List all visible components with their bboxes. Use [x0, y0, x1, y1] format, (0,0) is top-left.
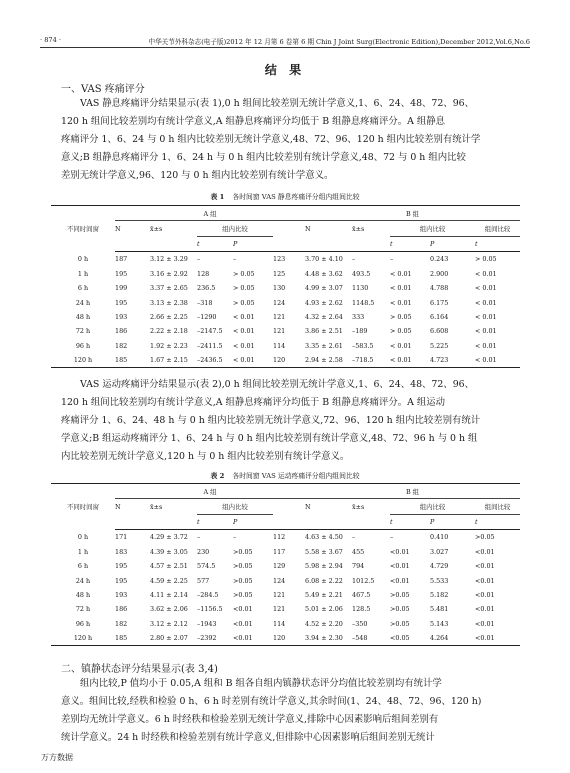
- cell-b-p: –: [390, 533, 394, 542]
- cell-b-mean: 3.86 ± 2.51: [305, 327, 343, 336]
- table2-col-p-a: P: [233, 514, 273, 529]
- cell-b-t: –548: [352, 631, 390, 646]
- text-line: 疼痛评分 1、6、24、48 h 与 0 h 组内比较差别无统计学意义,72、96、120 h 组内比较差别有统计: [61, 415, 481, 426]
- cell-b-t: –: [352, 533, 356, 542]
- cell-a-p: < 0.01: [233, 353, 273, 368]
- text-line: 组内比较,P 值均小于 0.05,A 组和 B 组各自组内镇静状态评分均值比较差别均有统计学: [80, 678, 442, 689]
- cell-c-p: < 0.01: [475, 269, 497, 278]
- cell-a-n: 171: [115, 533, 128, 542]
- cell-b-p: <0.01: [390, 562, 410, 571]
- cell-b-p: –: [390, 255, 394, 264]
- text-line: VAS 静息疼痛评分结果显示(表 1),0 h 组间比较差别无统计学意义,1、6、24、48、72、96、: [80, 98, 475, 109]
- cell-c-p: < 0.01: [475, 312, 497, 321]
- page-number: · 874 ·: [40, 36, 61, 44]
- text-line: 120 h 组间比较差别均有统计学意义,A 组静息疼痛评分均低于 B 组静息疼痛评分。A 组运动: [61, 397, 445, 408]
- cell-a-n: 193: [115, 590, 128, 599]
- table-row: [51, 545, 520, 559]
- cell-b-mean: 5.98 ± 2.94: [305, 562, 343, 571]
- cell-c-t: 0.243: [430, 255, 449, 264]
- table1-col-t-b: t: [390, 236, 430, 251]
- cell-c-p: <0.01: [475, 590, 495, 599]
- text-line: 差别均无统计学意义。6 h 时经秩和检验差别无统计学意义,排除中心因素影响后组间差别有: [61, 714, 439, 725]
- cell-b-p: < 0.01: [390, 284, 412, 293]
- cell-c-t: 4.729: [430, 562, 449, 571]
- cell-b-n: 121: [273, 590, 286, 599]
- table1-col-within-a: 组内比较: [197, 221, 273, 236]
- cell-b-t: –: [352, 255, 356, 264]
- cell-b-t: 794: [352, 562, 365, 571]
- cell-a-p: >0.05: [233, 562, 253, 571]
- cell-b-t: 467.5: [352, 590, 371, 599]
- footer-watermark: 万方数据: [41, 753, 73, 762]
- cell-a-n: 195: [115, 576, 128, 585]
- paragraph-motion-pain: [61, 376, 511, 466]
- cell-b-mean: 4.99 ± 3.07: [305, 284, 343, 293]
- cell-a-n: 199: [115, 284, 128, 293]
- cell-b-p: < 0.01: [390, 298, 412, 307]
- table-row: [51, 252, 520, 267]
- text-line: 意义;B 组静息疼痛评分 1、6、24 h 与 0 h 组内比较差别有统计学意义,48、72 与 0 h 组内比较: [61, 152, 466, 163]
- table2-col-t-c: t: [475, 514, 520, 529]
- text-line: VAS 运动疼痛评分结果显示(表 2),0 h 组间比较差别无统计学意义,1、6、24、48、72、96、: [80, 379, 475, 390]
- cell-a-mean: 3.62 ± 2.06: [150, 605, 188, 614]
- cell-time: 6 h: [77, 562, 89, 571]
- table-row: [51, 310, 520, 324]
- cell-a-t: –2436.5: [197, 353, 233, 368]
- text-line: 统计学意义。24 h 时经秩和检验差别有统计学意义,但排除中心因素影响后组间差别无统计: [61, 732, 435, 743]
- cell-a-n: 186: [115, 327, 128, 336]
- cell-a-n: 187: [115, 255, 128, 264]
- section-title: 结 果: [264, 63, 306, 77]
- cell-a-p: < 0.01: [233, 312, 255, 321]
- cell-c-p: <0.01: [475, 631, 520, 646]
- table2-caption: [0, 470, 570, 480]
- cell-b-n: 114: [273, 619, 286, 628]
- cell-c-t: 5.481: [430, 605, 449, 614]
- cell-a-t: 236.5: [197, 284, 216, 293]
- table1-rest-pain: [51, 205, 520, 368]
- table1-col-mean-a: x̄±s: [150, 224, 163, 233]
- cell-b-p: < 0.01: [390, 269, 412, 278]
- table1-col-between: 组间比较: [475, 221, 520, 236]
- table-row: [51, 324, 520, 338]
- cell-b-n: 124: [273, 576, 286, 585]
- cell-a-p: <0.01: [233, 631, 273, 646]
- cell-a-n: 183: [115, 547, 128, 556]
- table-row: [51, 559, 520, 573]
- cell-b-mean: 4.32 ± 2.64: [305, 312, 343, 321]
- cell-c-p: <0.01: [475, 562, 495, 571]
- cell-a-t: 230: [197, 547, 210, 556]
- cell-b-t: 455: [352, 547, 365, 556]
- cell-a-p: < 0.01: [233, 327, 255, 336]
- table1-caption: [0, 191, 570, 201]
- cell-b-n: 121: [273, 327, 286, 336]
- cell-c-t: 4.723: [430, 353, 475, 368]
- table2-group-a: A 组: [115, 484, 305, 499]
- cell-b-p: >0.05: [390, 619, 410, 628]
- cell-a-p: –: [233, 533, 237, 542]
- cell-b-mean: 4.48 ± 3.62: [305, 269, 343, 278]
- cell-b-n: 120: [273, 353, 305, 368]
- table1-spacer: [273, 221, 305, 236]
- cell-time: 0 h: [77, 533, 89, 542]
- cell-a-t: 128: [197, 269, 210, 278]
- cell-a-n: 195: [115, 269, 128, 278]
- cell-c-p: > 0.05: [475, 255, 497, 264]
- cell-a-mean: 3.12 ± 3.29: [150, 255, 188, 264]
- table2-col-t-b: t: [390, 514, 430, 529]
- cell-a-t: 574.5: [197, 562, 216, 571]
- cell-b-mean: 5.01 ± 2.06: [305, 605, 343, 614]
- cell-c-t: 5.533: [430, 576, 449, 585]
- cell-b-p: <0.05: [390, 631, 430, 646]
- cell-time: 1 h: [77, 547, 89, 556]
- cell-a-p: –: [233, 255, 237, 264]
- table2-col-t-a: t: [197, 514, 233, 529]
- cell-a-p: > 0.05: [233, 269, 255, 278]
- table-row: [51, 281, 520, 295]
- cell-time: 0 h: [77, 255, 89, 264]
- paragraph-sedation: [61, 675, 511, 747]
- cell-b-mean: 3.70 ± 4.10: [305, 255, 343, 264]
- cell-a-t: –1156.5: [197, 605, 223, 614]
- cell-a-mean: 4.59 ± 2.25: [150, 576, 188, 585]
- subsection-title-sedation: 二、镇静状态评分结果显示(表 3,4): [61, 664, 218, 675]
- cell-b-p: > 0.05: [390, 312, 412, 321]
- cell-a-mean: 3.16 ± 2.92: [150, 269, 188, 278]
- table2-group-b: B 组: [305, 484, 520, 499]
- cell-a-p: > 0.05: [233, 298, 255, 307]
- cell-c-p: < 0.01: [475, 353, 520, 368]
- cell-a-mean: 3.37 ± 2.65: [150, 284, 188, 293]
- cell-time: 24 h: [75, 576, 91, 585]
- cell-b-n: 125: [273, 269, 286, 278]
- cell-a-t: 577: [197, 576, 210, 585]
- cell-b-t: 128.5: [352, 605, 371, 614]
- table2-label: 表 2: [210, 472, 225, 480]
- text-line: 120 h 组间比较差别均有统计学意义,A 组静息疼痛评分均低于 B 组静息疼痛评分。A 组静息: [61, 116, 445, 127]
- cell-b-mean: 6.08 ± 2.22: [305, 576, 343, 585]
- cell-b-n: 121: [273, 605, 286, 614]
- table2-col-within-b: 组内比较: [390, 499, 475, 514]
- cell-b-n: 112: [273, 533, 286, 542]
- cell-a-t: –284.5: [197, 590, 219, 599]
- table1-col-t-c: t: [475, 236, 520, 251]
- table2-col-p-b: P: [430, 514, 475, 529]
- cell-a-p: >0.05: [233, 576, 253, 585]
- cell-b-t: 1012.5: [352, 576, 375, 585]
- cell-time: 96 h: [75, 341, 91, 350]
- table2-col-n-b: N: [305, 502, 311, 511]
- cell-b-p: < 0.01: [390, 341, 412, 350]
- table-row: [51, 617, 520, 631]
- cell-c-p: < 0.01: [475, 341, 497, 350]
- paragraph-rest-pain: [61, 95, 511, 185]
- table1-col-n-b: N: [305, 224, 311, 233]
- cell-b-t: 1130: [352, 284, 369, 293]
- table2-col-mean-b: x̄±s: [352, 502, 365, 511]
- cell-a-t: –1943: [197, 619, 217, 628]
- cell-b-mean: 5.58 ± 3.67: [305, 547, 343, 556]
- table2-spacer: [273, 499, 305, 514]
- cell-c-t: 5.143: [430, 619, 449, 628]
- text-line: 内比较差别无统计学意义,120 h 与 0 h 组内比较差别有统计学意义。: [61, 451, 350, 462]
- table2-col-mean-a: x̄±s: [150, 502, 163, 511]
- header-rule: [40, 47, 530, 48]
- journal-citation: 中华关节外科杂志(电子版)2012 年 12 月第 6 卷第 6 期 Chin J Joint Surg(Electronic Edition),December 2012,Vol.6,No.6: [148, 38, 530, 46]
- subsection-title-vas: 一、VAS 疼痛评分: [61, 84, 145, 95]
- cell-b-t: –350: [352, 619, 368, 628]
- table-row: [51, 573, 520, 587]
- cell-time: 1 h: [77, 269, 89, 278]
- table-row: [51, 602, 520, 616]
- cell-a-n: 186: [115, 605, 128, 614]
- cell-a-n: 195: [115, 298, 128, 307]
- cell-time: 72 h: [75, 327, 91, 336]
- cell-a-p: < 0.01: [233, 341, 255, 350]
- table1-col-t-a: t: [197, 236, 233, 251]
- cell-c-p: < 0.01: [475, 284, 497, 293]
- cell-a-mean: 3.13 ± 2.38: [150, 298, 188, 307]
- table2-row-header: 不同时间窗: [51, 484, 115, 530]
- table1-row-header: 不同时间窗: [51, 206, 115, 252]
- table2-col-between: 组间比较: [475, 499, 520, 514]
- cell-a-p: <0.01: [233, 605, 253, 614]
- cell-c-t: 6.175: [430, 298, 449, 307]
- cell-b-n: 123: [273, 255, 286, 264]
- cell-a-mean: 4.11 ± 2.14: [150, 590, 188, 599]
- cell-c-t: 5.225: [430, 341, 449, 350]
- table1-group-a: A 组: [115, 206, 305, 221]
- cell-c-p: <0.01: [475, 547, 495, 556]
- cell-a-mean: 4.39 ± 3.05: [150, 547, 188, 556]
- cell-a-p: <0.01: [233, 619, 253, 628]
- cell-a-n: 195: [115, 562, 128, 571]
- cell-b-mean: 2.94 ± 2.58: [305, 353, 352, 368]
- cell-c-t: 4.788: [430, 284, 449, 293]
- cell-c-t: 6.608: [430, 327, 449, 336]
- cell-c-t: 6.164: [430, 312, 449, 321]
- table1-col-p-b: P: [430, 236, 475, 251]
- table1-col-mean-b: x̄±s: [352, 224, 365, 233]
- cell-b-t: 1148.5: [352, 298, 375, 307]
- cell-time: 120 h: [51, 631, 115, 646]
- cell-b-mean: 3.35 ± 2.61: [305, 341, 343, 350]
- cell-b-mean: 4.63 ± 4.50: [305, 533, 343, 542]
- cell-b-p: >0.05: [390, 605, 410, 614]
- cell-a-mean: 2.22 ± 2.18: [150, 327, 188, 336]
- cell-time: 120 h: [51, 353, 115, 368]
- table2-title: 各时间窗 VAS 运动疼痛评分组内组间比较: [232, 472, 360, 480]
- cell-b-t: –189: [352, 327, 368, 336]
- cell-b-p: < 0.01: [390, 353, 430, 368]
- table-row: [51, 631, 520, 646]
- cell-c-t: 0.410: [430, 533, 449, 542]
- cell-a-t: –2147.5: [197, 327, 223, 336]
- cell-a-t: –: [197, 255, 201, 264]
- cell-b-n: 114: [273, 341, 286, 350]
- cell-a-n: 193: [115, 312, 128, 321]
- table1-col-n-a: N: [115, 224, 121, 233]
- cell-a-mean: 4.57 ± 2.51: [150, 562, 188, 571]
- table1-group-b: B 组: [305, 206, 520, 221]
- cell-c-t: 5.182: [430, 590, 449, 599]
- cell-b-p: > 0.05: [390, 327, 412, 336]
- cell-time: 72 h: [75, 605, 91, 614]
- cell-b-n: 121: [273, 312, 286, 321]
- table-row: [51, 267, 520, 281]
- cell-a-mean: 1.67 ± 2.15: [150, 353, 197, 368]
- cell-b-p: <0.01: [390, 547, 410, 556]
- cell-b-n: 130: [273, 284, 286, 293]
- table2-motion-pain: [51, 483, 520, 646]
- cell-b-t: 333: [352, 312, 365, 321]
- cell-a-mean: 2.66 ± 2.25: [150, 312, 188, 321]
- table-row: [51, 295, 520, 309]
- cell-b-t: –718.5: [352, 353, 390, 368]
- cell-b-n: 117: [273, 547, 286, 556]
- cell-a-t: –2392: [197, 631, 233, 646]
- cell-a-mean: 4.29 ± 3.72: [150, 533, 188, 542]
- cell-c-t: 4.264: [430, 631, 475, 646]
- cell-a-t: –1290: [197, 312, 217, 321]
- cell-a-n: 185: [115, 631, 150, 646]
- text-line: 学意义;B 组运动疼痛评分 1、6、24 h 与 0 h 组内比较差别有统计学意义,48、72、96 h 与 0 h 组: [61, 433, 478, 444]
- cell-a-mean: 2.80 ± 2.07: [150, 631, 197, 646]
- text-line: 意义。组间比较,经秩和检验 0 h、6 h 时差别有统计学意义,其余时间(1、24、48、72、96、120 h): [61, 696, 482, 707]
- table-row: [51, 353, 520, 368]
- cell-b-mean: 5.49 ± 2.21: [305, 590, 343, 599]
- cell-b-n: 129: [273, 562, 286, 571]
- cell-a-mean: 3.12 ± 2.12: [150, 619, 188, 628]
- table1-col-within-b: 组内比较: [390, 221, 475, 236]
- cell-b-t: –583.5: [352, 341, 374, 350]
- cell-time: 24 h: [75, 298, 91, 307]
- text-line: 疼痛评分 1、6、24 与 0 h 组内比较差别无统计学意义,48、72、96、120 h 组内比较差别有统计学: [61, 134, 481, 145]
- table-row: [51, 530, 520, 545]
- cell-time: 96 h: [75, 619, 91, 628]
- cell-c-p: <0.01: [475, 619, 495, 628]
- table-row: [51, 588, 520, 602]
- cell-time: 48 h: [75, 590, 91, 599]
- cell-c-p: <0.01: [475, 576, 495, 585]
- table1-title: 各时间窗 VAS 静息疼痛评分组内组间比较: [232, 193, 360, 201]
- cell-b-mean: 3.94 ± 2.30: [305, 631, 352, 646]
- cell-b-t: 493.5: [352, 269, 371, 278]
- cell-b-p: <0.01: [390, 576, 410, 585]
- cell-b-n: 120: [273, 631, 305, 646]
- cell-b-mean: 4.52 ± 2.20: [305, 619, 343, 628]
- cell-a-t: –318: [197, 298, 213, 307]
- cell-b-n: 124: [273, 298, 286, 307]
- cell-a-t: –2411.5: [197, 341, 223, 350]
- cell-b-p: >0.05: [390, 590, 410, 599]
- cell-a-n: 185: [115, 353, 150, 368]
- cell-a-mean: 1.92 ± 2.23: [150, 341, 188, 350]
- table-row: [51, 339, 520, 353]
- cell-time: 48 h: [75, 312, 91, 321]
- cell-c-t: 3.027: [430, 547, 449, 556]
- cell-time: 6 h: [77, 284, 89, 293]
- text-line: 差别无统计学意义,96、120 与 0 h 组内比较差别有统计学意义。: [61, 170, 334, 181]
- cell-c-p: < 0.01: [475, 298, 497, 307]
- cell-c-p: < 0.01: [475, 327, 497, 336]
- cell-a-p: >0.05: [233, 590, 253, 599]
- cell-c-p: >0.05: [475, 533, 495, 542]
- cell-a-p: >0.05: [233, 547, 253, 556]
- cell-c-t: 2.900: [430, 269, 449, 278]
- table1-label: 表 1: [210, 193, 225, 201]
- table2-col-n-a: N: [115, 502, 121, 511]
- table1-col-p-a: P: [233, 236, 273, 251]
- cell-a-t: –: [197, 533, 201, 542]
- cell-c-p: <0.01: [475, 605, 495, 614]
- cell-a-n: 182: [115, 341, 128, 350]
- cell-a-p: > 0.05: [233, 284, 255, 293]
- table2-col-within-a: 组内比较: [197, 499, 273, 514]
- cell-b-mean: 4.93 ± 2.62: [305, 298, 343, 307]
- cell-a-n: 182: [115, 619, 128, 628]
